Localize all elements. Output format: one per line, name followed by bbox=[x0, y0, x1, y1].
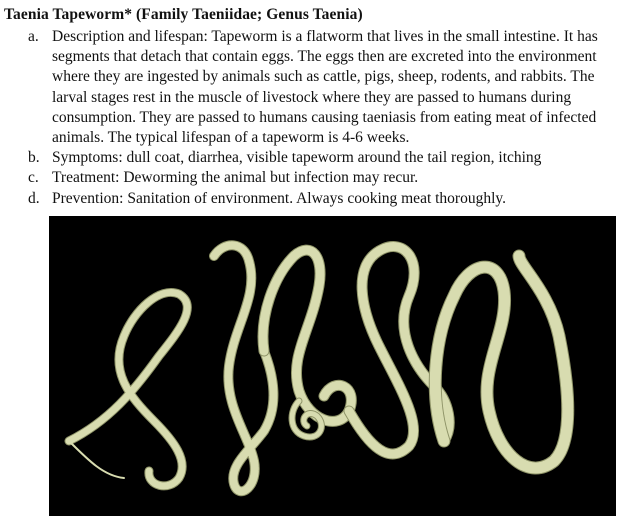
tapeworm-illustration bbox=[49, 216, 616, 516]
list-item-treatment bbox=[0, 168, 612, 188]
tapeworm-photo bbox=[49, 216, 616, 516]
list-marker: a. bbox=[28, 28, 39, 45]
text-line: animals. The typical lifespan of a tapeworm is 4-6 weeks. bbox=[52, 129, 410, 147]
list-marker: c. bbox=[28, 169, 39, 187]
list-marker: d. bbox=[28, 189, 40, 207]
list-item-prevention bbox=[0, 189, 612, 209]
text-line: Description and lifespan: Tapeworm is a flatworm that lives in the small intestine. It has bbox=[52, 28, 598, 45]
text-line: larval stages rest in the muscle of livestock where they are passed to humans during bbox=[52, 88, 572, 106]
tapeworm-body bbox=[435, 256, 567, 468]
list-item-description bbox=[0, 27, 612, 148]
text-line: Treatment: Deworming the animal but infection may recur. bbox=[52, 169, 419, 187]
list-item-symptoms bbox=[0, 148, 612, 168]
text-line: where they are ingested by animals such as cattle, pigs, sheep, rodents, and rabbits. The bbox=[52, 68, 595, 86]
tapeworm-body bbox=[214, 245, 273, 491]
info-list bbox=[0, 27, 630, 209]
list-marker: b. bbox=[28, 149, 40, 167]
text-line: Prevention: Sanitation of environment. Always cooking meat thoroughly. bbox=[52, 189, 507, 207]
tapeworm-tail bbox=[69, 441, 124, 478]
text-line: consumption. They are passed to humans causing taeniasis from eating meat of infected bbox=[52, 108, 597, 126]
page-title: Taenia Tapeworm* (Family Taeniidae; Genus Taenia) bbox=[4, 6, 363, 23]
text-line: Symptoms: dull coat, diarrhea, visible tapeworm around the tail region, itching bbox=[52, 149, 542, 167]
text-line: segments that detach that contain eggs. The eggs then are excreted into the environment bbox=[52, 48, 597, 66]
